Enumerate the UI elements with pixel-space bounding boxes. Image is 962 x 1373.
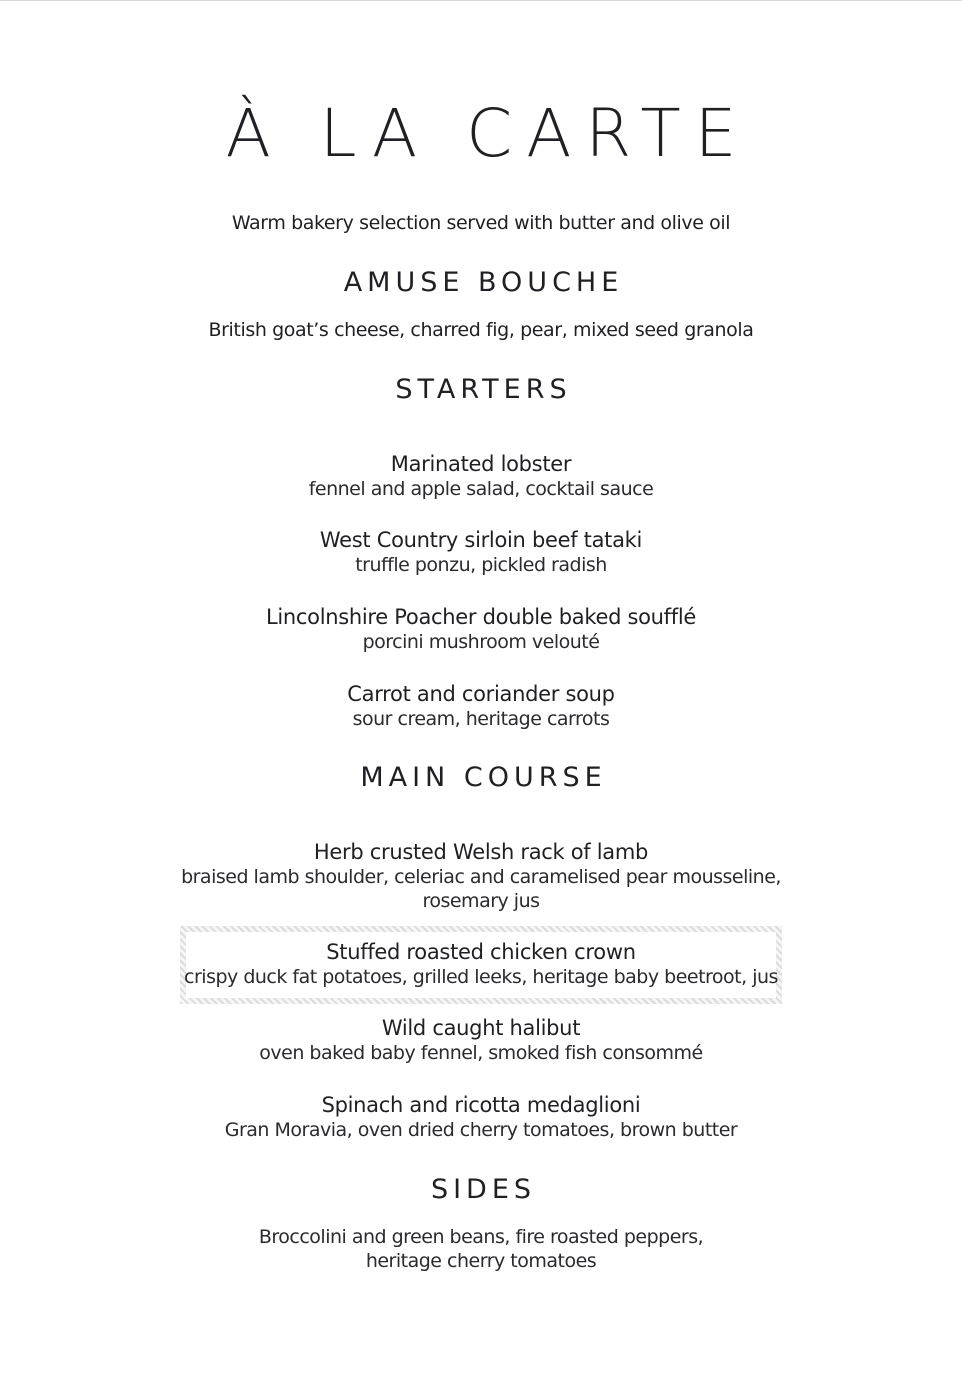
- main-course-item: [0, 1016, 962, 1065]
- main-course-heading: MAIN COURSE: [360, 762, 607, 793]
- dish-name: Wild caught halibut: [381, 1016, 581, 1040]
- main-course-item: [0, 1093, 962, 1142]
- dish-description-continued: rosemary jus: [422, 890, 540, 912]
- dish-description: braised lamb shoulder, celeriac and caramelised pear mousseline,: [181, 866, 781, 888]
- sides-line: Broccolini and green beans, fire roasted peppers,: [258, 1226, 704, 1248]
- starter-item: [0, 528, 962, 577]
- main-course-item: [0, 840, 962, 913]
- dish-description: fennel and apple salad, cocktail sauce: [308, 478, 654, 500]
- dish-description: oven baked baby fennel, smoked fish consommé: [259, 1042, 703, 1064]
- amuse-bouche-description: British goat’s cheese, charred fig, pear, mixed seed granola: [208, 319, 754, 341]
- sides-line: heritage cherry tomatoes: [365, 1250, 597, 1272]
- dish-description: truffle ponzu, pickled radish: [355, 554, 607, 576]
- sides-heading: SIDES: [430, 1174, 537, 1205]
- dish-description: Gran Moravia, oven dried cherry tomatoes, brown butter: [224, 1119, 738, 1141]
- starter-item: [0, 452, 962, 501]
- amuse-bouche-heading: AMUSE BOUCHE: [343, 267, 624, 298]
- main-course-item: [0, 940, 962, 989]
- sides-description: [0, 1225, 962, 1273]
- dish-description: porcini mushroom velouté: [362, 631, 600, 653]
- starters-heading: STARTERS: [395, 374, 572, 405]
- starter-item: [0, 605, 962, 654]
- menu-title: À LA CARTE: [225, 95, 751, 172]
- dish-name: Stuffed roasted chicken crown: [326, 940, 636, 964]
- dish-description: sour cream, heritage carrots: [352, 708, 610, 730]
- dish-name: West Country sirloin beef tataki: [319, 528, 643, 552]
- dish-name: Carrot and coriander soup: [347, 682, 615, 706]
- top-divider: [0, 0, 962, 1]
- bakery-intro: Warm bakery selection served with butter and olive oil: [231, 212, 731, 234]
- dish-name: Marinated lobster: [390, 452, 572, 476]
- dish-description: crispy duck fat potatoes, grilled leeks, heritage baby beetroot, jus: [184, 966, 778, 988]
- dish-name: Herb crusted Welsh rack of lamb: [313, 840, 649, 864]
- dish-name: Lincolnshire Poacher double baked soufflé: [265, 605, 697, 629]
- dish-name: Spinach and ricotta medaglioni: [321, 1093, 641, 1117]
- starter-item: [0, 682, 962, 731]
